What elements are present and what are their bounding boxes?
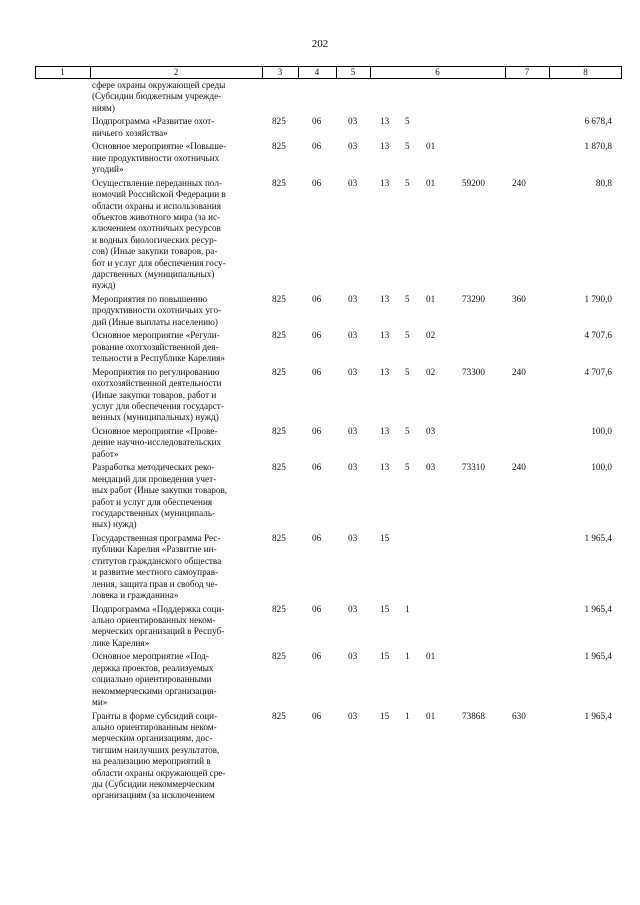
cell-c6c: 01 bbox=[426, 710, 436, 721]
cell-c7: 630 bbox=[512, 710, 526, 721]
description-line: объектов животного мира (за ис- bbox=[92, 212, 221, 223]
cell-c3: 825 bbox=[272, 294, 286, 304]
cell-c6b: 1 bbox=[405, 603, 410, 614]
cell-c3: 825 bbox=[272, 116, 286, 127]
cell-c7: 240 bbox=[512, 177, 526, 188]
description-line: держка проектов, реализуемых bbox=[92, 662, 214, 673]
cell-c6b: 5 bbox=[405, 116, 410, 127]
cell-c6a: 13 bbox=[380, 141, 390, 152]
cell-c3: 825 bbox=[272, 462, 286, 473]
description-line: Основное мероприятие «Регули- bbox=[92, 330, 220, 341]
description-line: тельности в Республике Карелия» bbox=[92, 353, 225, 364]
header-col-7: 7 bbox=[524, 67, 530, 77]
cell-c8: 1 870,8 bbox=[584, 141, 612, 152]
cell-c3: 825 bbox=[272, 141, 286, 152]
cell-c6b: 5 bbox=[405, 330, 410, 341]
cell-c3: 825 bbox=[272, 603, 286, 614]
description-line: публики Карелия «Развитие ин- bbox=[92, 544, 217, 555]
description-line: лике Карелия» bbox=[92, 637, 150, 648]
page-number: 202 bbox=[311, 38, 329, 50]
cell-c6a: 13 bbox=[380, 426, 390, 436]
cell-c7: 240 bbox=[512, 366, 526, 377]
cell-c4: 06 bbox=[312, 330, 322, 341]
cell-c4: 06 bbox=[312, 651, 322, 662]
cell-c5: 03 bbox=[348, 710, 358, 721]
row-description bbox=[92, 533, 262, 601]
cell-c5: 03 bbox=[348, 426, 358, 436]
cell-c6b: 1 bbox=[405, 710, 410, 721]
row-description bbox=[92, 178, 262, 292]
cell-c6a: 13 bbox=[380, 177, 390, 188]
description-line: рование охотхозяйственной дея- bbox=[92, 341, 219, 352]
description-line: дий (Иные выплаты населению) bbox=[92, 316, 218, 327]
row-description bbox=[92, 80, 262, 114]
description-line: ды (Субсидии некоммерческим bbox=[92, 779, 215, 790]
description-line: на реализацию мероприятий в bbox=[92, 756, 211, 767]
cell-c6b: 5 bbox=[405, 177, 410, 188]
cell-c6a: 15 bbox=[380, 603, 390, 614]
cell-c4: 06 bbox=[312, 533, 322, 543]
cell-c4: 06 bbox=[312, 710, 322, 721]
description-line: тигшим наилучших результатов, bbox=[92, 744, 220, 755]
cell-c6d: 73300 bbox=[462, 366, 485, 377]
table-header bbox=[35, 66, 622, 79]
cell-c7: 240 bbox=[512, 462, 526, 473]
description-line: социально ориентированными bbox=[92, 674, 212, 685]
description-line: Государственная программа Рес- bbox=[92, 533, 221, 543]
cell-c7: 360 bbox=[512, 294, 526, 304]
description-line: ально ориентированным неком- bbox=[92, 722, 217, 732]
description-line: Подпрограмма «Поддержка соци- bbox=[92, 603, 225, 614]
description-line: Основное мероприятие «Прове- bbox=[92, 426, 218, 436]
cell-c8: 1 965,4 bbox=[584, 533, 612, 543]
cell-c3: 825 bbox=[272, 651, 286, 662]
description-line: ми» bbox=[92, 697, 108, 708]
description-line: ние продуктивности охотничьих bbox=[92, 152, 220, 163]
cell-c6c: 02 bbox=[426, 366, 436, 377]
cell-c8: 1 965,4 bbox=[584, 603, 612, 614]
cell-c6b: 1 bbox=[405, 651, 410, 662]
cell-c5: 03 bbox=[348, 116, 358, 127]
cell-c6d: 59200 bbox=[462, 177, 485, 188]
cell-c4: 06 bbox=[312, 366, 322, 377]
cell-c8: 1 790,0 bbox=[584, 294, 612, 304]
cell-c5: 03 bbox=[348, 651, 358, 662]
row-description bbox=[92, 604, 262, 650]
description-line: венных (муниципальных) нужд) bbox=[92, 412, 219, 423]
cell-c3: 825 bbox=[272, 177, 286, 188]
cell-c4: 06 bbox=[312, 426, 322, 436]
description-line: угодий» bbox=[92, 164, 124, 175]
cell-c8: 6 678,4 bbox=[584, 116, 612, 127]
cell-c5: 03 bbox=[348, 533, 358, 543]
description-line: Подпрограмма «Развитие охот- bbox=[92, 116, 215, 127]
cell-c3: 825 bbox=[272, 710, 286, 721]
cell-c6a: 13 bbox=[380, 294, 390, 304]
description-line: и водных биологических ресур- bbox=[92, 234, 217, 245]
description-line: Мероприятия по повышению bbox=[92, 294, 208, 304]
cell-c5: 03 bbox=[348, 330, 358, 341]
description-line: охотхозяйственной деятельности bbox=[92, 378, 222, 389]
description-line: ничьего хозяйства» bbox=[92, 127, 168, 138]
cell-c6c: 03 bbox=[426, 462, 436, 473]
row-description bbox=[92, 462, 262, 530]
row-description bbox=[92, 651, 262, 708]
cell-c3: 825 bbox=[272, 366, 286, 377]
row-description bbox=[92, 330, 262, 364]
description-line: сов) (Иные закупки товаров, ра- bbox=[92, 246, 218, 257]
cell-c6c: 01 bbox=[426, 177, 436, 188]
description-line: ститутов гражданского общества bbox=[92, 555, 222, 566]
description-line: Осуществление переданных пол- bbox=[92, 177, 222, 188]
cell-c6c: 01 bbox=[426, 651, 436, 662]
cell-c6a: 15 bbox=[380, 710, 390, 721]
cell-c8: 4 707,6 bbox=[584, 330, 612, 341]
description-line: работ и услуг для обеспечения bbox=[92, 496, 213, 507]
cell-c4: 06 bbox=[312, 177, 322, 188]
description-line: ления, защита прав и свобод че- bbox=[92, 578, 218, 589]
header-col-8: 8 bbox=[583, 67, 588, 77]
description-line: нужд) bbox=[92, 280, 116, 291]
cell-c5: 03 bbox=[348, 603, 358, 614]
description-line: Гранты в форме субсидий соци- bbox=[92, 710, 218, 721]
cell-c8: 4 707,6 bbox=[584, 366, 612, 377]
description-line: услуг для обеспечения государст- bbox=[92, 401, 224, 412]
header-col-6: 6 bbox=[435, 67, 440, 77]
description-line: государственных (муниципаль- bbox=[92, 508, 216, 519]
description-line: ниям) bbox=[92, 102, 115, 113]
description-line: области охраны окружающей сре- bbox=[92, 767, 226, 778]
cell-c6d: 73310 bbox=[462, 462, 485, 473]
description-line: мерческих организаций в Респуб- bbox=[92, 626, 225, 637]
description-line: (Субсидии бюджетным учрежде- bbox=[92, 91, 222, 102]
cell-c6c: 01 bbox=[426, 141, 436, 152]
cell-c8: 100,0 bbox=[591, 426, 612, 436]
description-line: ловека и гражданина» bbox=[92, 590, 179, 601]
description-line: ключением охотничьих ресурсов bbox=[92, 223, 221, 234]
cell-c6b: 5 bbox=[405, 294, 410, 304]
description-line: бот и услуг для обеспечения госу- bbox=[92, 257, 226, 268]
cell-c3: 825 bbox=[272, 330, 286, 341]
cell-c5: 03 bbox=[348, 177, 358, 188]
cell-c6a: 13 bbox=[380, 366, 390, 377]
cell-c4: 06 bbox=[312, 294, 322, 304]
header-col-2: 2 bbox=[173, 67, 179, 77]
description-line: Разработка методических реко- bbox=[92, 462, 215, 473]
description-line: ных работ (Иные закупки товаров, bbox=[92, 485, 228, 496]
description-line: мендаций для проведения учет- bbox=[92, 473, 217, 484]
cell-c6a: 15 bbox=[380, 533, 390, 543]
cell-c4: 06 bbox=[312, 141, 322, 152]
cell-c6c: 03 bbox=[426, 426, 436, 436]
description-line: дарственных (муниципальных) bbox=[92, 269, 215, 280]
cell-c4: 06 bbox=[312, 603, 322, 614]
cell-c4: 06 bbox=[312, 462, 322, 473]
cell-c6a: 13 bbox=[380, 462, 390, 473]
cell-c6c: 02 bbox=[426, 330, 436, 341]
cell-c5: 03 bbox=[348, 366, 358, 377]
description-line: и развитие местного самоуправ- bbox=[92, 567, 219, 578]
description-line: продуктивности охотничьих уго- bbox=[92, 305, 222, 316]
cell-c8: 1 965,4 bbox=[584, 651, 612, 662]
cell-c5: 03 bbox=[348, 462, 358, 473]
description-line: Основное мероприятие «Под- bbox=[92, 651, 209, 662]
description-line: ально ориентированных неком- bbox=[92, 615, 216, 625]
description-line: (Иные закупки товаров, работ и bbox=[92, 389, 217, 400]
cell-c6c: 01 bbox=[426, 294, 436, 304]
row-description bbox=[92, 116, 262, 139]
cell-c6b: 5 bbox=[405, 462, 410, 473]
cell-c6d: 73868 bbox=[462, 710, 485, 721]
cell-c5: 03 bbox=[348, 141, 358, 152]
cell-c3: 825 bbox=[272, 426, 286, 436]
description-line: области охраны и использования bbox=[92, 200, 221, 211]
description-line: Основное мероприятие «Повыше- bbox=[92, 141, 227, 152]
cell-c6a: 13 bbox=[380, 116, 390, 127]
header-col-5: 5 bbox=[350, 67, 356, 77]
cell-c6b: 5 bbox=[405, 366, 410, 377]
cell-c6b: 5 bbox=[405, 141, 410, 152]
cell-c6d: 73290 bbox=[462, 294, 485, 304]
cell-c3: 825 bbox=[272, 533, 286, 543]
description-line: мерческим организациям, дос- bbox=[92, 733, 213, 744]
description-line: сфере охраны окружающей среды bbox=[92, 80, 226, 90]
cell-c5: 03 bbox=[348, 294, 358, 304]
cell-c6b: 5 bbox=[405, 426, 410, 436]
description-line: Мероприятия по регулированию bbox=[92, 366, 220, 377]
description-line: дение научно-исследовательских bbox=[92, 437, 222, 448]
row-description bbox=[92, 367, 262, 424]
row-description bbox=[92, 294, 262, 328]
row-description bbox=[92, 426, 262, 460]
cell-c8: 1 965,4 bbox=[584, 710, 612, 721]
description-line: ных) нужд) bbox=[92, 519, 137, 530]
description-line: организациям (за исключением bbox=[92, 790, 215, 801]
description-line: номочий Российской Федерации в bbox=[92, 189, 226, 200]
cell-c6a: 15 bbox=[380, 651, 390, 662]
cell-c8: 80,8 bbox=[595, 177, 612, 188]
header-col-3: 3 bbox=[277, 67, 283, 77]
row-description bbox=[92, 711, 262, 802]
cell-c6a: 13 bbox=[380, 330, 390, 341]
description-line: работ» bbox=[92, 448, 119, 459]
header-col-4: 4 bbox=[314, 67, 320, 77]
description-line: некоммерческими организация- bbox=[92, 685, 217, 696]
cell-c4: 06 bbox=[312, 116, 322, 127]
cell-c8: 100,0 bbox=[591, 462, 612, 473]
row-description bbox=[92, 141, 262, 175]
header-col-1: 1 bbox=[60, 67, 65, 77]
